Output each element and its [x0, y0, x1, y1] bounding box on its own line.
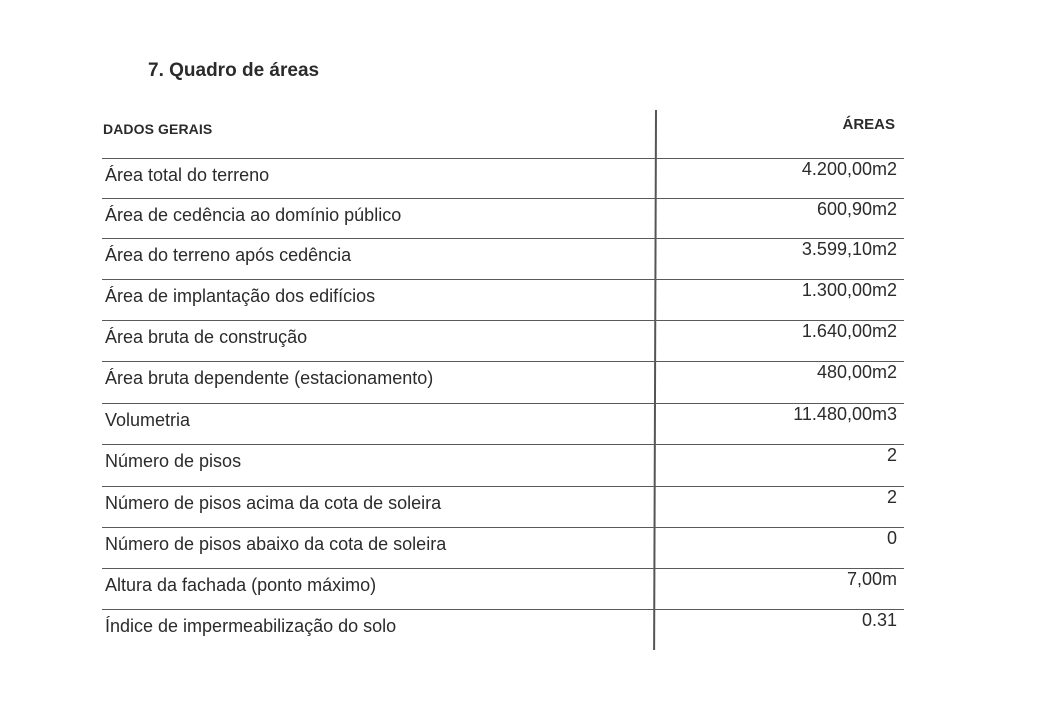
row-value: 4.200,00m2 [801, 159, 897, 179]
table-row [102, 158, 904, 200]
row-value: 3.599,10m2 [801, 239, 897, 259]
header-dados-gerais: DADOS GERAIS [103, 121, 213, 137]
table-row [102, 403, 904, 445]
table-row [102, 279, 904, 321]
table-row [102, 320, 904, 362]
table-row [102, 486, 904, 528]
row-label: Área total do terreno [105, 165, 270, 185]
row-value: 480,00m2 [816, 362, 897, 382]
header-areas: ÁREAS [842, 116, 895, 133]
table-row [102, 609, 904, 651]
row-label: Área do terreno após cedência [105, 245, 352, 265]
row-label: Número de pisos [105, 451, 242, 471]
row-value: 0 [886, 528, 897, 548]
row-value: 11.480,00m3 [793, 404, 897, 424]
table-row [102, 568, 904, 610]
table-row [102, 361, 904, 403]
table-row [102, 527, 904, 569]
row-value: 1.300,00m2 [801, 280, 897, 300]
row-label: Área de implantação dos edifícios [105, 286, 376, 306]
row-label: Área bruta de construção [105, 327, 308, 347]
section-title: 7. Quadro de áreas [148, 60, 320, 81]
table-row [102, 238, 904, 280]
row-label: Área de cedência ao domínio público [105, 205, 402, 225]
table-row [102, 444, 904, 486]
row-label: Volumetria [105, 410, 191, 430]
row-label: Área bruta dependente (estacionamento) [105, 368, 434, 388]
row-label: Número de pisos abaixo da cota de soleira [105, 534, 447, 554]
row-label: Altura da fachada (ponto máximo) [105, 575, 377, 595]
row-label: Número de pisos acima da cota de soleira [105, 493, 442, 513]
row-value: 0.31 [861, 610, 897, 630]
row-value: 600,90m2 [816, 199, 897, 219]
table-row [102, 198, 904, 240]
row-value: 7,00m [846, 569, 897, 589]
row-label: Índice de impermeabilização do solo [105, 616, 397, 636]
row-value: 1.640,00m2 [801, 321, 897, 341]
row-value: 2 [886, 487, 897, 507]
row-value: 2 [886, 445, 897, 465]
